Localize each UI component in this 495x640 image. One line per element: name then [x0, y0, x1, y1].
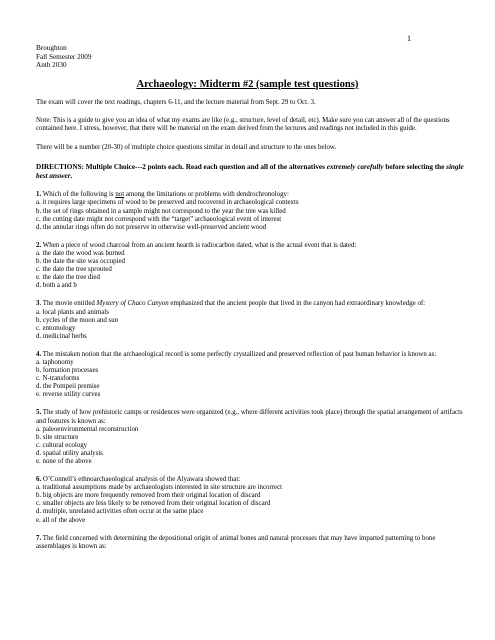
- question-2-option: a. the date the wood was burned: [36, 249, 125, 257]
- question-1-option: a. it requires large specimens of wood to be preserved and recovered in archaeological contexts: [36, 199, 299, 207]
- question-4: [36, 351, 464, 400]
- question-2-stem: 2. When a piece of wood charcoal from an ancient hearth is radiocarbon dated, what is the actual event that is dated:: [36, 241, 357, 249]
- question-5-stem: 5. The study of how prehistoric camps or residences were organized (e.g., where different activities took place) through the spatial arrangement of artifacts and features is known as:: [36, 409, 463, 425]
- question-6-option: c. smaller objects are less likely to be removed from their original location of discard: [36, 500, 271, 508]
- question-5-option: d. spatial utility analysis: [36, 449, 103, 457]
- course-code: Anth 2030: [36, 61, 67, 70]
- intro-paragraph: The exam will cover the text readings, chapters 6-11, and the lecture material from Sept. 29 to Oct. 3.: [36, 99, 316, 106]
- question-5-option: a. paleoenvironmental reconstruction: [36, 425, 139, 433]
- note-paragraph: Note: This is a guide to give you an idea of what my exams are like (e.g., structure, level of detail, etc). Make sure you can answer all of the questions contained here. I stress, however, that there will be material on the exam derived from the lectures and readings not included in this guide.: [36, 117, 450, 133]
- question-2-option: b. the date the site was occupied: [36, 258, 125, 266]
- question-1-option: d. the annular rings often do not preserve in otherwise well-preserved ancient wood: [36, 223, 267, 231]
- semester: Fall Semester 2009: [36, 52, 92, 61]
- document-body: [36, 99, 464, 551]
- question-2-option: d. both a and b: [36, 282, 77, 290]
- question-5: [36, 409, 464, 466]
- question-3-option: d. medicinal herbs: [36, 332, 87, 340]
- question-4-option: e. reverse utility curves: [36, 391, 101, 399]
- question-5-option: b. site structure: [36, 433, 79, 441]
- question-3: [36, 300, 464, 340]
- question-1-option: c. the cutting date might not correspond with the “target” archaeological event of interest: [36, 215, 282, 223]
- instructor-name: Broughton: [36, 44, 67, 52]
- question-1: [36, 191, 464, 231]
- question-7: [36, 535, 464, 551]
- question-2: [36, 242, 464, 291]
- question-1-stem: 1. Which of the following is not among the limitations or problems with dendrochronology:: [36, 191, 289, 199]
- question-7-stem: 7. The field concerned with determining the depositional origin of animal bones and natural processes that may have imparted patterning to bone assemblages is known as:: [36, 534, 436, 550]
- count-paragraph: There will be a number (20-30) of multiple choice questions similar in detail and structure to the ones below.: [36, 144, 337, 152]
- question-3-option: b. cycles of the moon and sun: [36, 316, 119, 324]
- question-6: [36, 476, 464, 525]
- question-2-option: c. the date the tree sprouted: [36, 266, 112, 274]
- question-3-option: a. local plants and animals: [36, 308, 109, 316]
- question-5-option: e. none of the above: [36, 458, 92, 465]
- page-number: 1: [407, 34, 411, 43]
- directions: DIRECTIONS: Multiple Choice---2 points each. Read each question and all of the alternatives extremely carefully before selecting the single best answer.: [36, 163, 464, 181]
- question-1-option: b. the set of rings obtained in a sample might not correspond to the year the tree was killed: [36, 207, 286, 215]
- question-4-option: d. the Pompeii premise: [36, 383, 100, 391]
- question-3-option: c. entomology: [36, 324, 76, 332]
- question-6-option: a. traditional assumptions made by archaeologists interested in site structure are incorrect: [36, 484, 283, 492]
- question-6-option: e. all of the above: [36, 516, 86, 524]
- question-4-stem: 4. The mistaken notion that the archaeological record is some perfectly crystallized and preserved reflection of past human behavior is known as:: [36, 350, 437, 358]
- question-4-option: b. formation processes: [36, 367, 99, 375]
- question-5-option: c. cultural ecology: [36, 441, 88, 449]
- question-3-stem: 3. The movie entitled Mystery of Chaco Canyon emphasized that the ancient people that lived in the canyon had extraordinary knowledge of:: [36, 300, 426, 308]
- page-title: Archaeology: Midterm #2 (sample test questions): [136, 79, 359, 90]
- question-4-option: c. N-transforms: [36, 375, 80, 383]
- course-header: [36, 44, 92, 70]
- question-6-option: b. big objects are more frequently removed from their original location of discard: [36, 492, 261, 500]
- question-4-option: a. taphonomy: [36, 358, 74, 366]
- question-2-option: e. the date the tree died: [36, 274, 100, 282]
- question-6-option: d. multiple, unrelated activities often occur at the same place: [36, 508, 204, 516]
- question-6-stem: 6. O’Connell’s ethnoarchaeological analysis of the Alyawara showed that:: [36, 476, 241, 484]
